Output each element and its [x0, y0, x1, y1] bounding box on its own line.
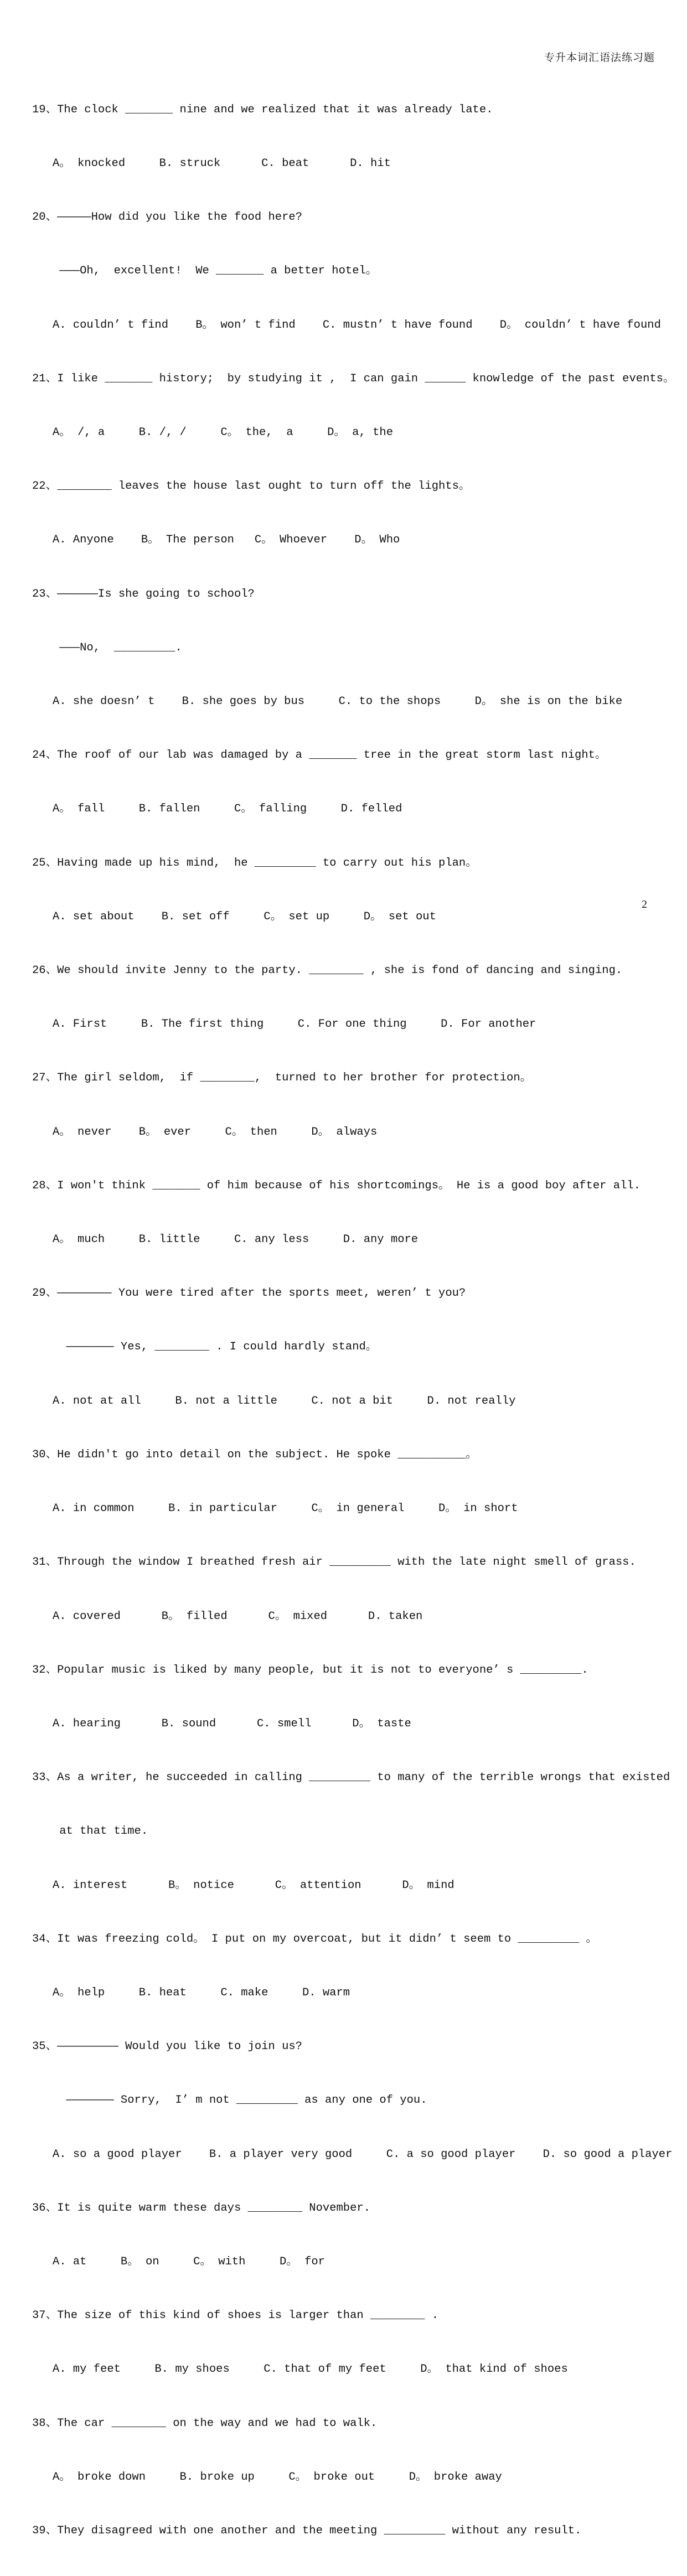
- options-35: A. so a good player B. a player very good C. a so good player D. so good a player: [32, 2148, 673, 2161]
- question-36: 36、It is quite warm these days ________ November.: [32, 2201, 370, 2215]
- options-37: A. my feet B. my shoes C. that of my feet D。 that kind of shoes: [32, 2363, 568, 2376]
- question-35: 35、————————— Would you like to join us?: [32, 2040, 302, 2053]
- options-31: A. covered B。 filled C。 mixed D. taken: [32, 1610, 423, 1623]
- options-24: A。 fall B. fallen C。 falling D. felled: [32, 803, 402, 816]
- question-30: 30、He didn't go into detail on the subject. He spoke __________。: [32, 1448, 477, 1461]
- question-28: 28、I won't think _______ of him because of his shortcomings。 He is a good boy after all.: [32, 1179, 640, 1192]
- options-23: A. she doesn’ t B. she goes by bus C. to the shops D。 she is on the bike: [32, 695, 623, 708]
- question-20-dialogue: ———Oh, excellent! We _______ a better hotel。: [32, 265, 378, 278]
- options-19: A。 knocked B. struck C. beat D. hit: [32, 157, 391, 170]
- question-32: 32、Popular music is liked by many people, but it is not to everyone’ s _________.: [32, 1663, 588, 1677]
- question-38: 38、The car ________ on the way and we had to walk.: [32, 2417, 378, 2430]
- options-32: A. hearing B. sound C. smell D。 taste: [32, 1717, 411, 1730]
- question-33-continued: at that time.: [32, 1825, 148, 1838]
- question-39: 39、They disagreed with one another and the meeting _________ without any result.: [32, 2524, 582, 2537]
- options-25: A. set about B. set off C。 set up D。 set out: [32, 910, 436, 923]
- options-22: A. Anyone B。 The person C。 Whoever D。 Who: [32, 534, 400, 547]
- question-29: 29、———————— You were tired after the sports meet, weren’ t you?: [32, 1287, 466, 1300]
- question-19: 19、The clock _______ nine and we realized that it was already late.: [32, 103, 493, 116]
- question-31: 31、Through the window I breathed fresh air _________ with the late night smell of grass.: [32, 1556, 636, 1569]
- options-20: A. couldn’ t find B。 won’ t find C. mustn’ t have found D。 couldn’ t have found: [32, 318, 661, 332]
- options-21: A。 /, a B. /, / C。 the, a D。 a, the: [32, 426, 393, 439]
- options-26: A. First B. The first thing C. For one thing D. For another: [32, 1018, 536, 1031]
- question-20: 20、—————How did you like the food here?: [32, 211, 302, 224]
- question-25: 25、Having made up his mind, he _________ to carry out his plan。: [32, 856, 477, 870]
- question-23-dialogue: ———No, _________.: [32, 641, 182, 654]
- question-21: 21、I like _______ history; by studying it , I can gain ______ knowledge of the past events。: [32, 372, 675, 385]
- question-24: 24、The roof of our lab was damaged by a _______ tree in the great storm last night。: [32, 749, 607, 762]
- question-37: 37、The size of this kind of shoes is larger than ________ .: [32, 2309, 439, 2322]
- options-34: A。 help B. heat C. make D. warm: [32, 1986, 350, 1999]
- exercise-content: [32, 65, 675, 2576]
- question-34: 34、It was freezing cold。 I put on my overcoat, but it didn’ t seem to _________ 。: [32, 1932, 598, 1946]
- options-33: A. interest B。 notice C。 attention D。 mind: [32, 1879, 454, 1892]
- question-35-dialogue: ——————— Sorry, I’ m not _________ as any one of you.: [32, 2094, 427, 2107]
- options-36: A. at B。 on C。 with D。 for: [32, 2255, 325, 2268]
- question-26: 26、We should invite Jenny to the party. ________ , she is fond of dancing and singing.: [32, 964, 623, 977]
- question-29-dialogue: ——————— Yes, ________ . I could hardly stand。: [32, 1341, 378, 1354]
- options-38: A。 broke down B. broke up C。 broke out D。 broke away: [32, 2470, 502, 2484]
- options-28: A。 much B. little C. any less D. any more: [32, 1233, 419, 1246]
- question-33: 33、As a writer, he succeeded in calling _________ to many of the terrible wrongs that existed: [32, 1771, 670, 1784]
- page-header-title: 专升本词汇语法练习题: [544, 51, 655, 64]
- question-27: 27、The girl seldom, if ________, turned to her brother for protection。: [32, 1072, 532, 1085]
- question-23: 23、——————Is she going to school?: [32, 587, 255, 601]
- question-22: 22、________ leaves the house last ought to turn off the lights。: [32, 480, 471, 493]
- options-27: A。 never B。 ever C。 then D。 always: [32, 1125, 378, 1139]
- options-30: A. in common B. in particular C。 in general D。 in short: [32, 1502, 518, 1515]
- options-29: A. not at all B. not a little C. not a bit D. not really: [32, 1394, 516, 1408]
- page-number: 2: [642, 898, 647, 911]
